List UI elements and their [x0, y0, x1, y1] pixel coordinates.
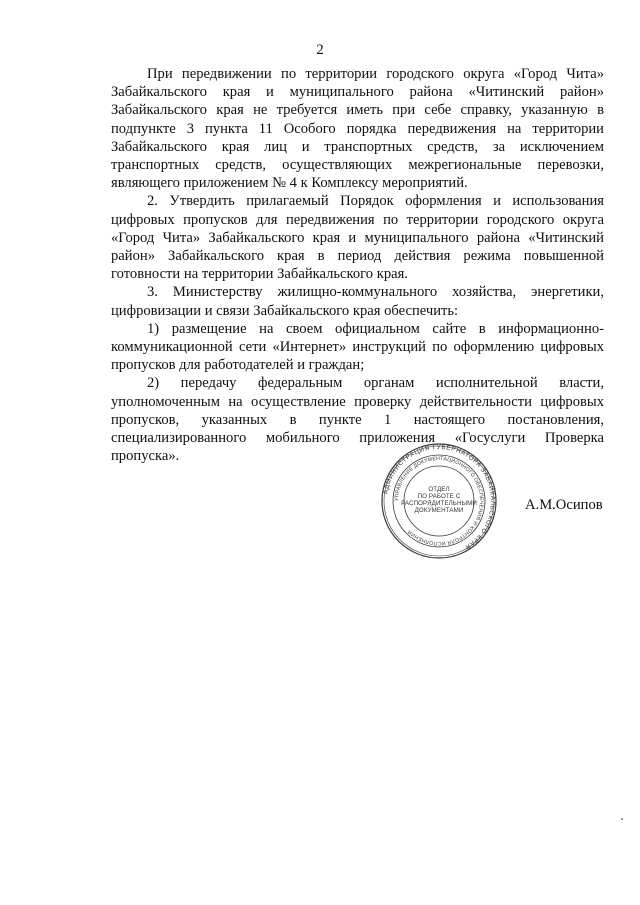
paragraph-subitem-2: 2) передачу федеральным органам исполнительной власти, уполномоченным на осуществление проверку действительности цифровых пропусков, указанных в пункте 1 настоящего постановления, специализированного мобильного приложения «Госуслуги Проверка пропуска». [111, 375, 604, 465]
paragraph-item-2: 2. Утвердить прилагаемый Порядок оформления и использования цифровых пропусков для передвижения по территории городского округа «Город Чита» Забайкальского края и муниципального района «Читинский район» Забайкальского края в период действия режима повышенной готовности на территории Забайкальского края. [111, 193, 604, 283]
seal-center-line4: ДОКУМЕНТАМИ [414, 507, 464, 514]
paragraph-passage-note: При передвижении по территории городского округа «Город Чита» Забайкальского края и муниципального района «Читинский район» Забайкальского края не требуется иметь при себе справку, указанную в подпункте 3 пункта 11 Особого порядка передвижения на территории Забайкальского края лиц и транспортных средств, за исключением транспортных средств, осуществляющих межрегиональные перевозки, являющего приложением № 4 к Комплексу мероприятий. [111, 66, 604, 192]
scan-artifact [621, 818, 623, 820]
paragraph-subitem-1: 1) размещение на своем официальном сайте в информационно-коммуникационной сети «Интернет» инструкций по оформлению цифровых пропусков для работодателей и граждан; [111, 320, 604, 374]
seal-outer-text: АДМИНИСТРАЦИЯ ГУБЕРНАТОРА ЗАБАЙКАЛЬСКОГО КРАЯ [382, 443, 497, 551]
document-body [111, 65, 604, 465]
seal-inner-text: УПРАВЛЕНИЕ ДОКУМЕНТАЦИОННОГО ОБЕСПЕЧЕНИЯ И КОНТРОЛЯ ИСПОЛНЕНИЯ [393, 455, 485, 547]
signatory-name: А.М.Осипов [525, 497, 603, 513]
seal-center-line3: РАСПОРЯДИТЕЛЬНЫМИ [401, 500, 477, 507]
official-seal [380, 442, 498, 560]
page-number: 2 [316, 42, 324, 58]
seal-center-line2: ПО РАБОТЕ С [417, 493, 461, 500]
paragraph-item-3: 3. Министерству жилищно-коммунального хозяйства, энергетики, цифровизации и связи Забайкальского края обеспечить: [111, 284, 604, 319]
seal-center-line1: ОТДЕЛ [428, 486, 450, 493]
